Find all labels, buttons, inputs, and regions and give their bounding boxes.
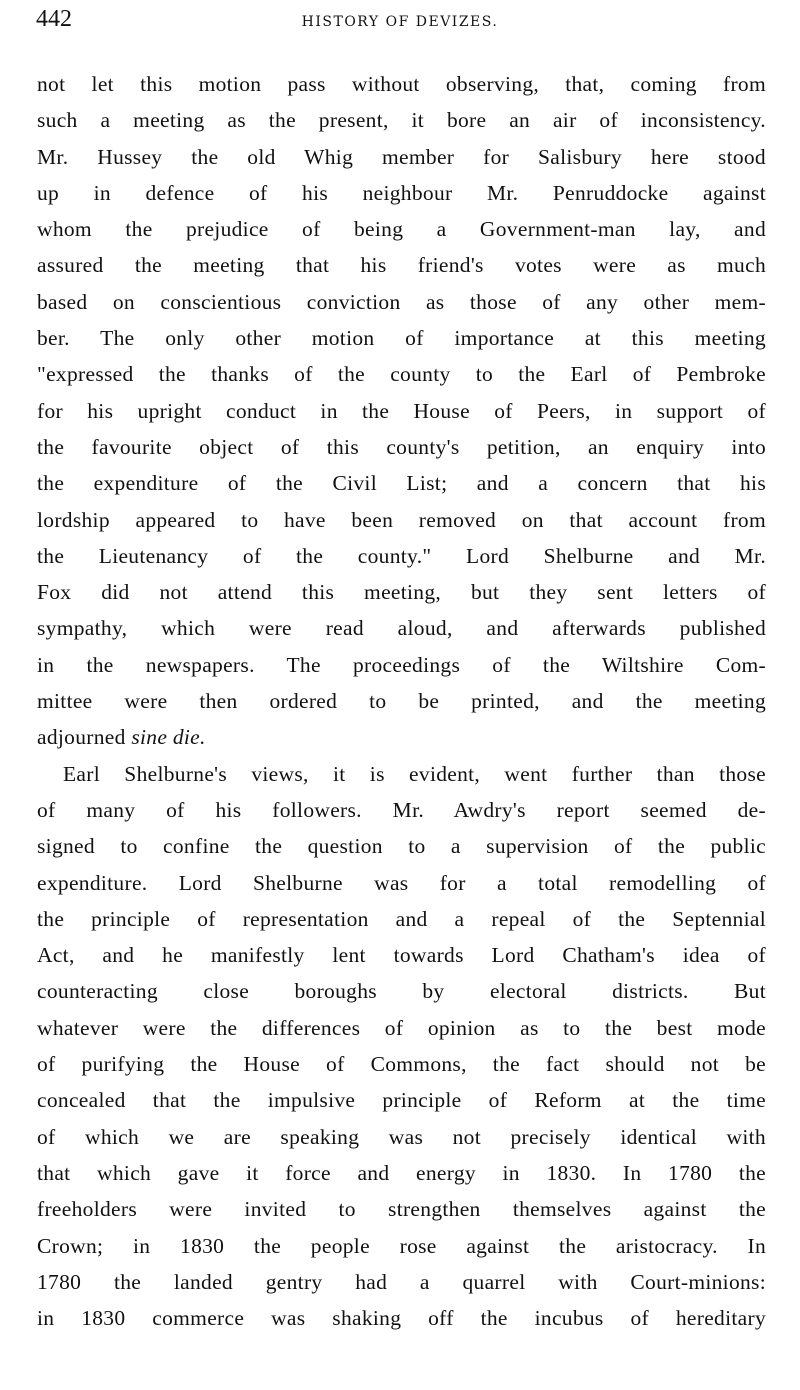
text-line: of many of his followers. Mr. Awdry's report seemed de- — [37, 797, 766, 822]
italic-phrase: sine die. — [131, 725, 206, 750]
text-line: Mr. Hussey the old Whig member for Salisbury here stood — [37, 144, 766, 169]
text-line: such a meeting as the present, it bore an air of inconsistency. — [37, 108, 766, 133]
text-line: mittee were then ordered to be printed, and the meeting — [37, 689, 766, 714]
page-number: 442 — [36, 6, 72, 32]
text-line: Act, and he manifestly lent towards Lord Chatham's idea of — [37, 943, 766, 968]
text-line: for his upright conduct in the House of Peers, in support of — [37, 398, 766, 423]
text-line: of which we are speaking was not precisely identical with — [37, 1124, 766, 1149]
text-line: concealed that the impulsive principle of Reform at the time — [37, 1088, 766, 1113]
text-line: Earl Shelburne's views, it is evident, went further than those — [63, 761, 766, 786]
text-line: freeholders were invited to strengthen themselves against the — [37, 1197, 766, 1222]
text-line: signed to confine the question to a supervision of the public — [37, 834, 766, 859]
text-line: lordship appeared to have been removed on that account from — [37, 507, 766, 532]
text-line: the principle of representation and a repeal of the Septennial — [37, 906, 766, 931]
body-text — [37, 66, 766, 1336]
text-line: ber. The only other motion of importance at this meeting — [37, 326, 766, 351]
text-line: that which gave it force and energy in 1830. In 1780 the — [37, 1160, 766, 1185]
text-line: "expressed the thanks of the county to the Earl of Pembroke — [37, 362, 766, 387]
text-line: of purifying the House of Commons, the fact should not be — [37, 1052, 766, 1077]
text-line: Crown; in 1830 the people rose against the aristocracy. In — [37, 1233, 766, 1258]
text-line: assured the meeting that his friend's votes were as much — [37, 253, 766, 278]
text-line: sympathy, which were read aloud, and afterwards published — [37, 616, 766, 641]
text-line: Fox did not attend this meeting, but they sent letters of — [37, 580, 766, 605]
text-line: up in defence of his neighbour Mr. Penruddocke against — [37, 180, 766, 205]
text-line: the Lieutenancy of the county." Lord Shelburne and Mr. — [37, 543, 766, 568]
text-line — [37, 719, 766, 755]
text-line: 1780 the landed gentry had a quarrel with Court-minions: — [37, 1269, 766, 1294]
text-span: adjourned — [37, 725, 132, 750]
text-line: expenditure. Lord Shelburne was for a total remodelling of — [37, 870, 766, 895]
text-line: in 1830 commerce was shaking off the incubus of hereditary — [37, 1306, 766, 1331]
text-line: not let this motion pass without observing, that, coming from — [37, 72, 766, 96]
running-title: HISTORY OF DEVIZES. — [301, 14, 499, 30]
text-line: whom the prejudice of being a Government-man lay, and — [37, 217, 766, 242]
text-line: counteracting close boroughs by electoral districts. But — [37, 979, 766, 1004]
text-line: the expenditure of the Civil List; and a concern that his — [37, 471, 766, 496]
text-line: based on conscientious conviction as those of any other mem- — [37, 289, 766, 314]
text-line: in the newspapers. The proceedings of the Wiltshire Com- — [37, 652, 766, 677]
text-line: whatever were the differences of opinion as to the best mode — [37, 1015, 766, 1040]
text-line: the favourite object of this county's petition, an enquiry into — [37, 434, 766, 459]
